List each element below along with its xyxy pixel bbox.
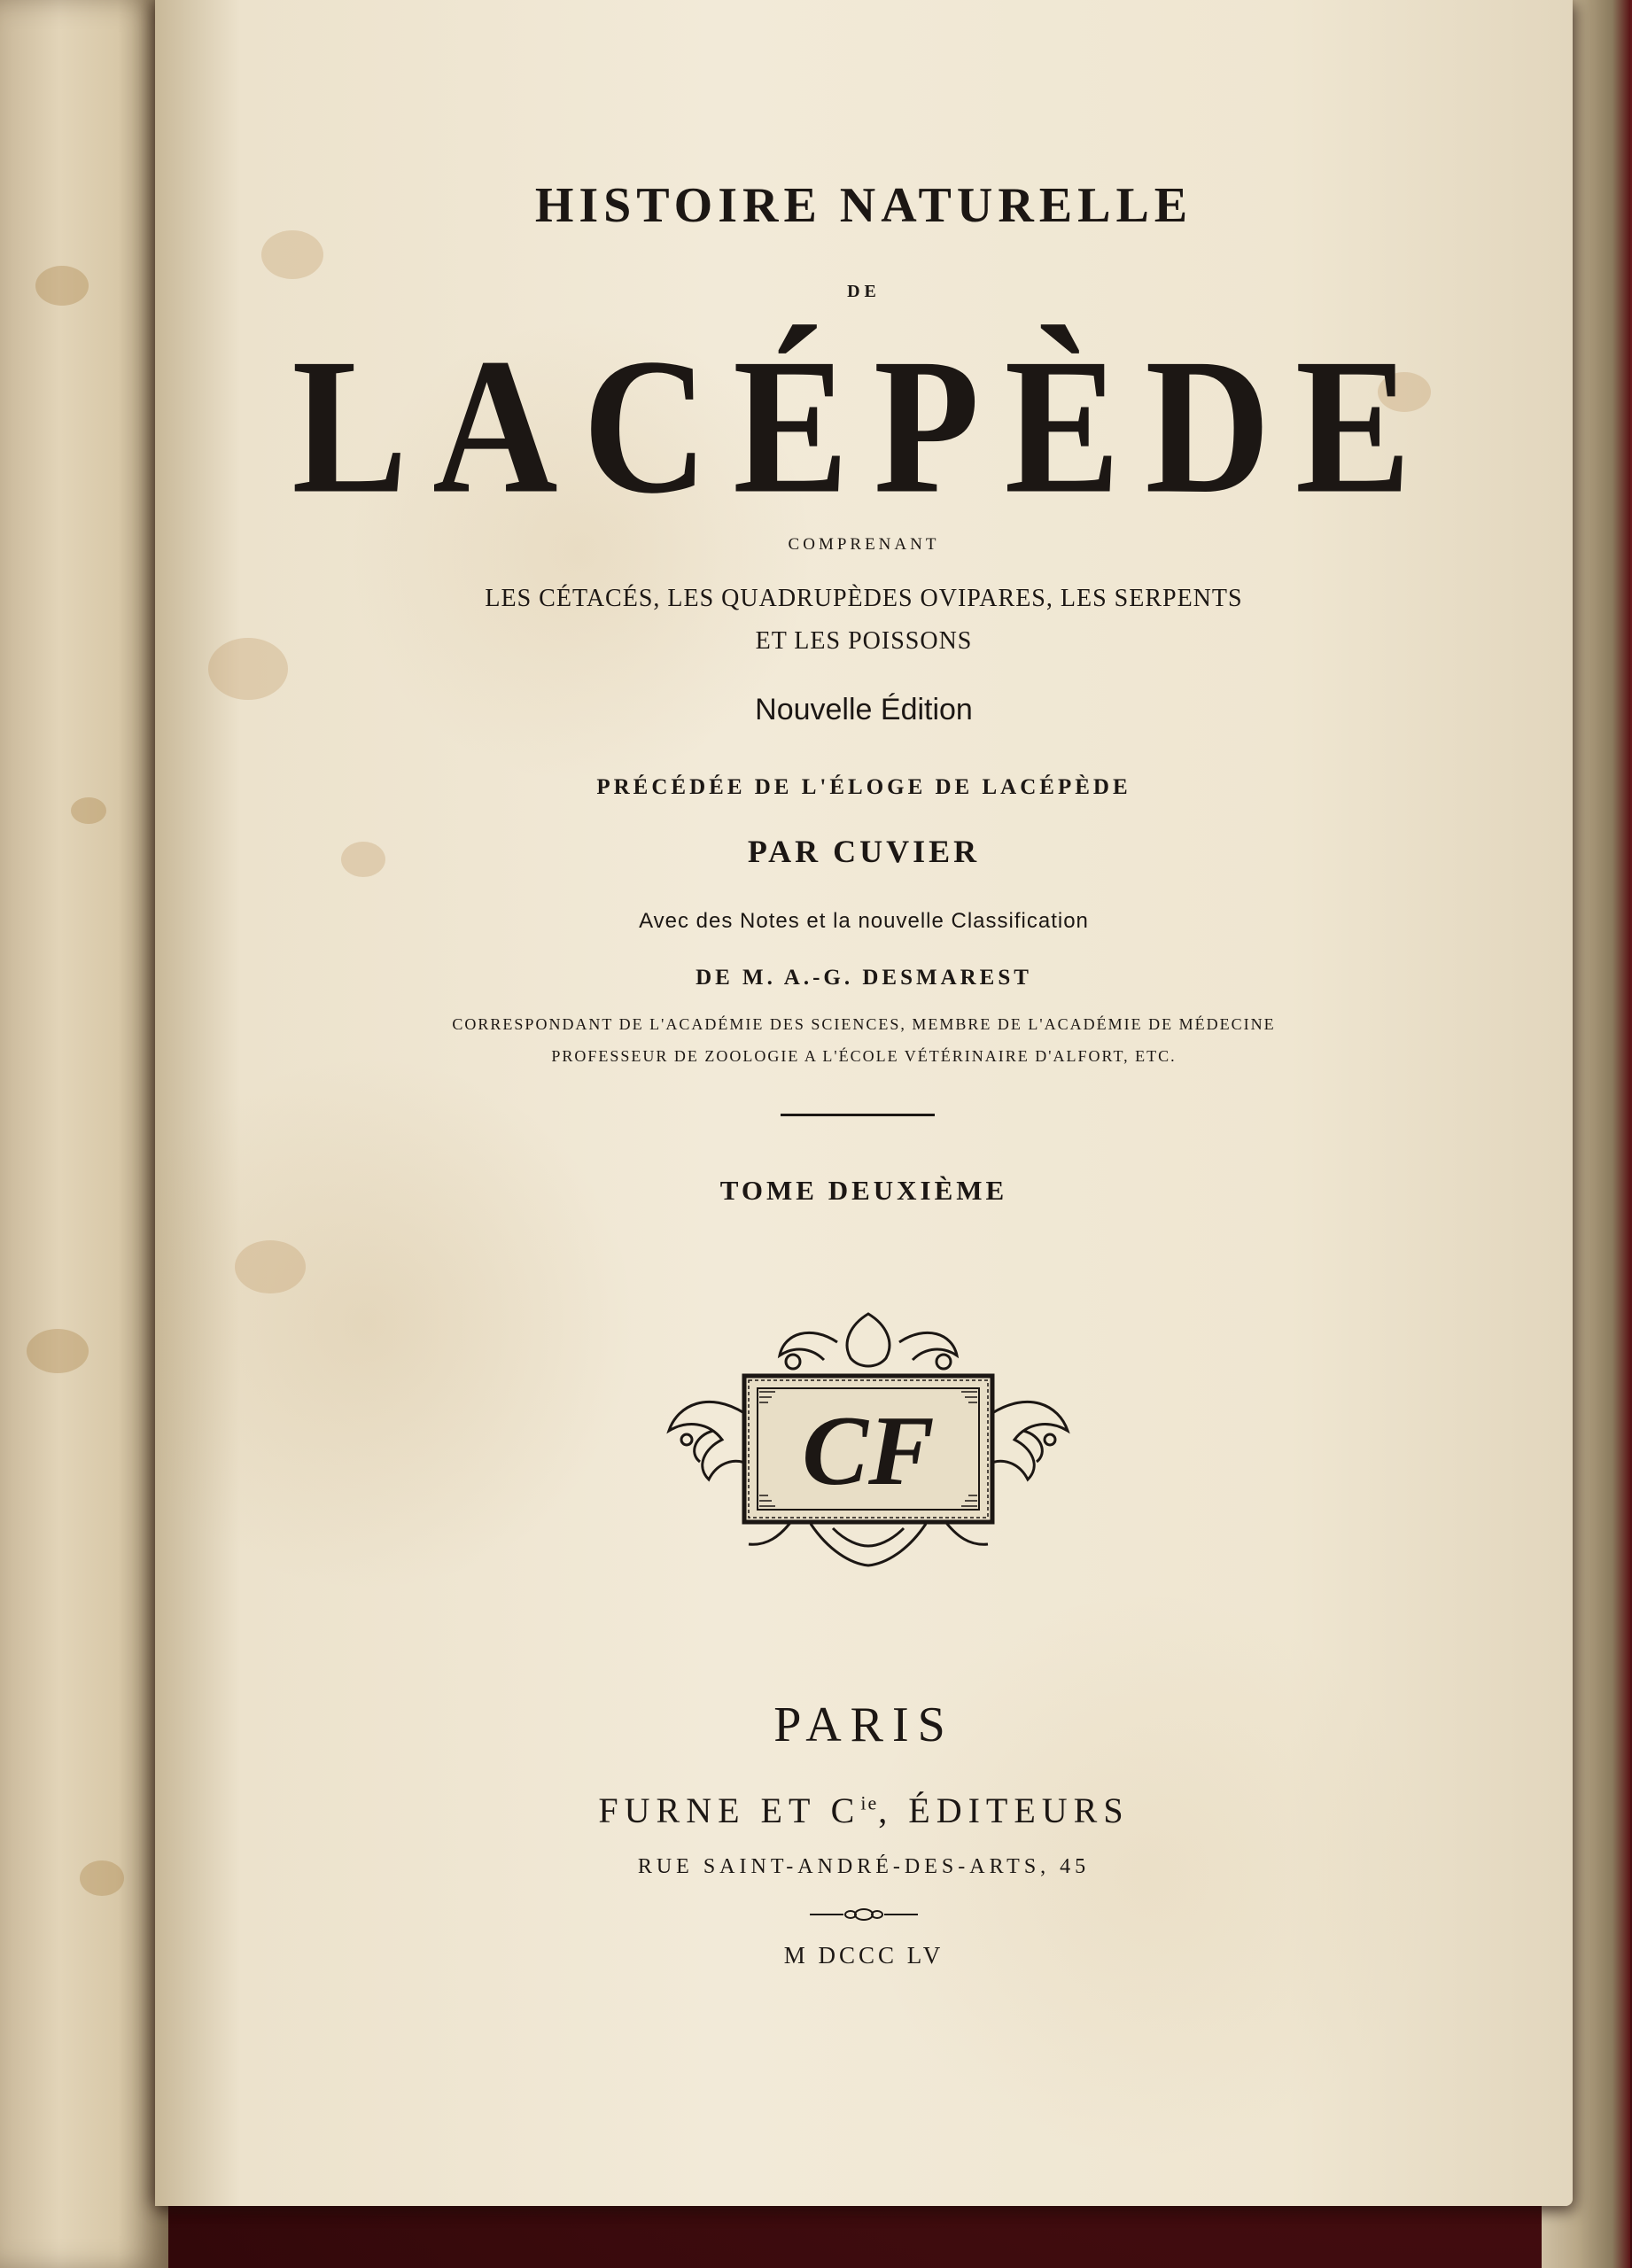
by-cuvier-line: PAR CUVIER xyxy=(747,834,981,869)
title-line: HISTOIRE NATURELLE xyxy=(534,178,1193,233)
comprenant-label: COMPRENANT xyxy=(788,535,940,554)
imprint-publisher xyxy=(155,1790,1573,1831)
divider-rule xyxy=(781,1114,935,1116)
imprint-street: RUE SAINT-ANDRÉ-DES-ARTS, 45 xyxy=(637,1855,1091,1878)
preceded-by-line: PRÉCÉDÉE DE L'ÉLOGE DE LACÉPÈDE xyxy=(596,775,1131,799)
notes-line: Avec des Notes et la nouvelle Classification xyxy=(639,909,1089,933)
volume-label: TOME DEUXIÈME xyxy=(719,1175,1008,1206)
left-page-edge xyxy=(0,0,168,2268)
imprint-year: M DCCC LV xyxy=(783,1942,944,1969)
title-page xyxy=(155,0,1573,2206)
edition-label: Nouvelle Édition xyxy=(755,693,973,726)
monogram-text: CF xyxy=(802,1396,935,1506)
author-title: LACÉPÈDE xyxy=(291,318,1436,534)
publisher-role: , ÉDITEURS xyxy=(878,1790,1130,1830)
contents-line-2: ET LES POISSONS xyxy=(755,627,973,655)
publisher-name: FURNE ET C xyxy=(598,1790,861,1830)
publisher-monogram-cartouche-icon xyxy=(660,1307,1076,1573)
contents-line-1: LES CÉTACÉS, LES QUADRUPÈDES OVIPARES, LES SERPENTS xyxy=(485,585,1243,612)
small-flourish-icon xyxy=(806,1905,921,1924)
editor-credential-1: CORRESPONDANT DE L'ACADÉMIE DES SCIENCES, MEMBRE DE L'ACADÉMIE DE MÉDECINE xyxy=(452,1015,1276,1033)
editor-credential-2: PROFESSEUR DE ZOOLOGIE A L'ÉCOLE VÉTÉRINAIRE D'ALFORT, ETC. xyxy=(551,1047,1177,1065)
title-connector: DE xyxy=(847,282,881,301)
editor-name: DE M. A.-G. DESMAREST xyxy=(696,966,1032,990)
publisher-abbrev: ie xyxy=(860,1791,879,1814)
imprint-city: PARIS xyxy=(773,1697,954,1752)
